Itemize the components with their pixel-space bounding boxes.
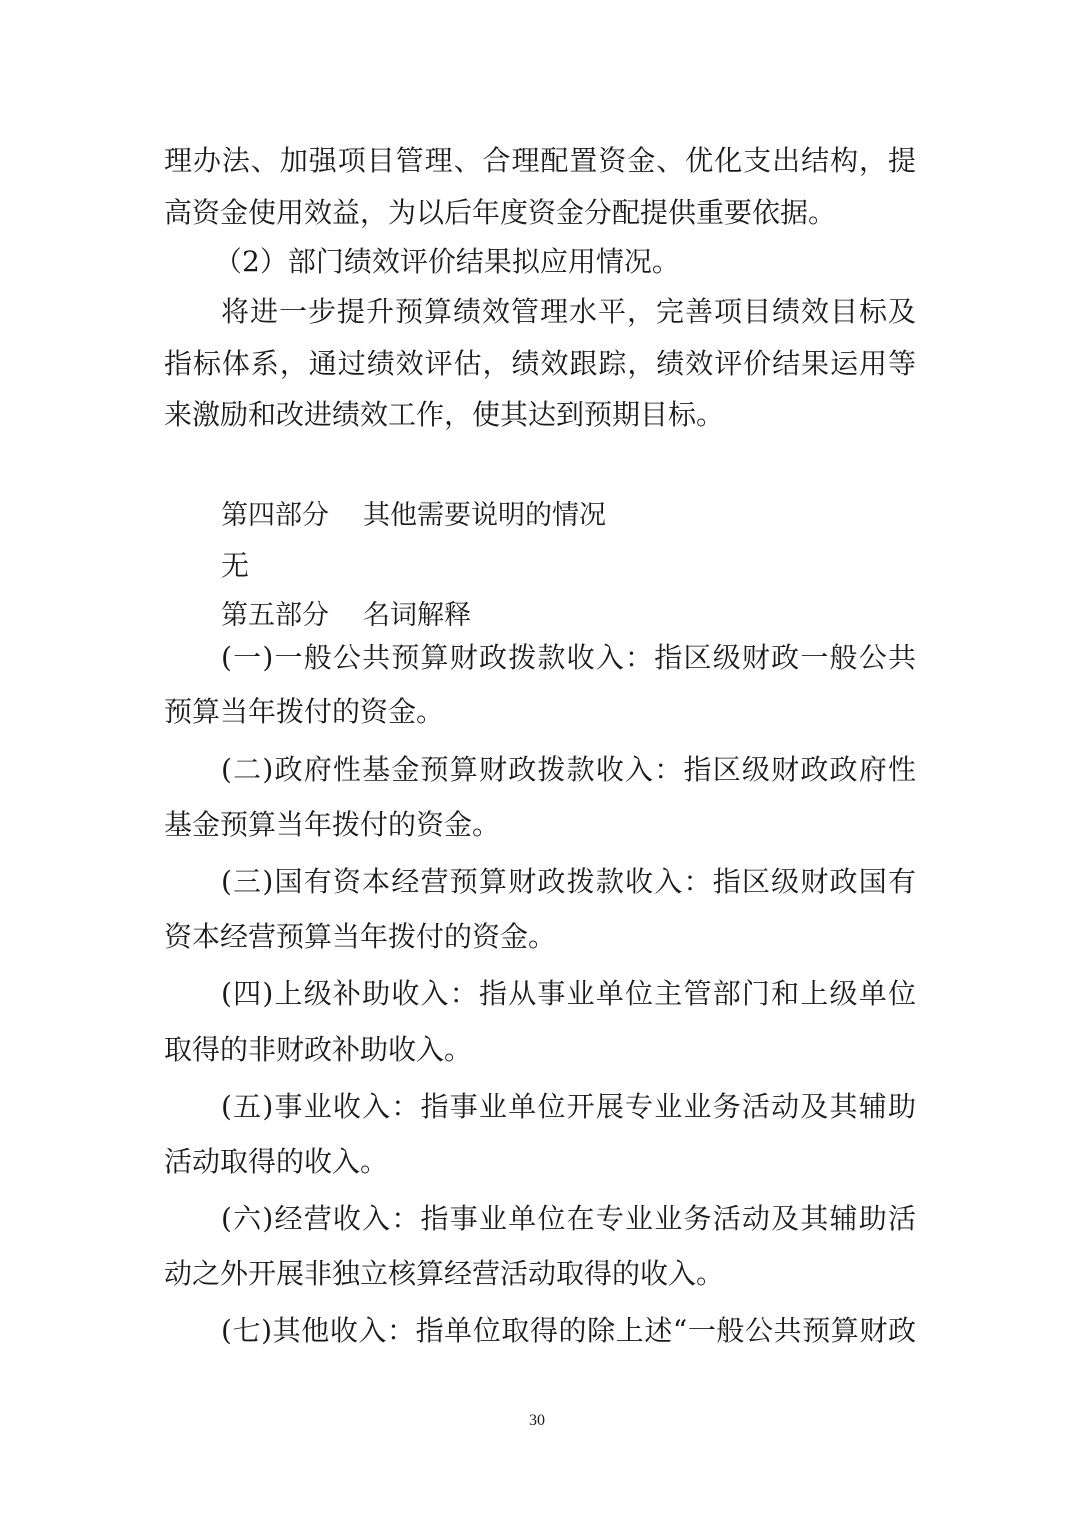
page-number: 30 (529, 1412, 545, 1429)
term-definition-line: 基金预算当年拨付的资金。 (164, 808, 501, 841)
paragraph-line: 指标体系，通过绩效评估，绩效跟踪，绩效评价结果运用等 (164, 347, 916, 380)
term-definition-line: 资本经营预算当年拨付的资金。 (164, 920, 557, 953)
paragraph-line: 理办法、加强项目管理、合理配置资金、优化支出结构，提 (164, 144, 916, 177)
section-title: 其他需要说明的情况 (363, 500, 606, 531)
term-definition-line: 动之外开展非独立核算经营活动取得的收入。 (164, 1257, 725, 1290)
paragraph-line: 将进一步提升预算绩效管理水平，完善项目绩效目标及 (221, 295, 916, 328)
section-content: 无 (221, 549, 250, 582)
term-definition-line: (五)事业收入：指事业单位开展专业业务活动及其辅助 (221, 1090, 916, 1123)
paragraph-line: 来激励和改进绩效工作，使其达到预期目标。 (164, 398, 725, 431)
section-title: 名词解释 (363, 600, 471, 631)
section-heading-4 (221, 496, 916, 536)
subheading: （2）部门绩效评价结果拟应用情况。 (214, 245, 680, 278)
term-definition-line: (七)其他收入：指单位取得的除上述“一般公共预算财政 (221, 1314, 916, 1347)
section-heading-5 (221, 596, 916, 636)
term-definition-line: (四)上级补助收入：指从事业单位主管部门和上级单位 (221, 977, 916, 1010)
section-label: 第五部分 (221, 600, 329, 631)
term-definition-line: (一)一般公共预算财政拨款收入：指区级财政一般公共 (221, 641, 916, 674)
term-definition-line: 活动取得的收入。 (164, 1145, 389, 1178)
paragraph-line: 高资金使用效益，为以后年度资金分配提供重要依据。 (164, 196, 837, 229)
term-definition-line: 取得的非财政补助收入。 (164, 1033, 473, 1066)
term-definition-line: 预算当年拨付的资金。 (164, 695, 445, 728)
term-definition-line: (二)政府性基金预算财政拨款收入：指区级财政政府性 (221, 753, 916, 786)
section-label: 第四部分 (221, 500, 329, 531)
term-definition-line: (三)国有资本经营预算财政拨款收入：指区级财政国有 (221, 865, 916, 898)
term-definition-line: (六)经营收入：指事业单位在专业业务活动及其辅助活 (221, 1202, 916, 1235)
